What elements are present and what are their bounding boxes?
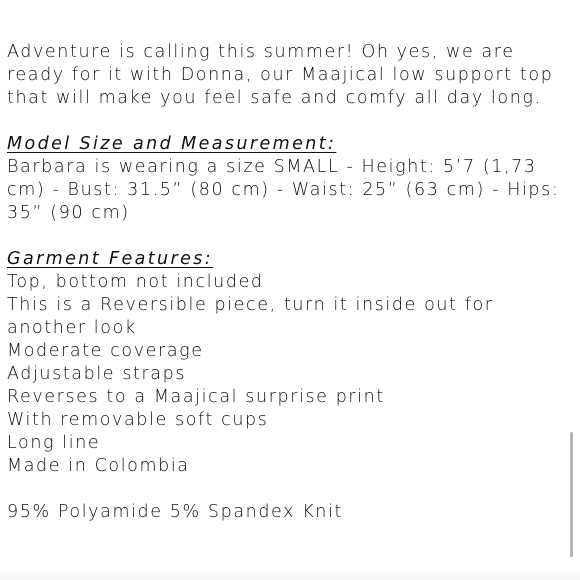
feature-item: This is a Reversible piece, turn it inside out for another look (7, 295, 494, 338)
model-size-heading: Model Size and Measurement: (7, 134, 337, 154)
product-description (7, 41, 573, 524)
feature-item: Top, bottom not included (7, 272, 264, 292)
garment-features-heading: Garment Features: (7, 249, 214, 269)
composition-text: 95% Polyamide 5% Spandex Knit (7, 502, 343, 522)
feature-item: With removable soft cups (7, 410, 269, 430)
spacer (7, 110, 573, 133)
vertical-scrollbar[interactable] (570, 432, 573, 557)
intro-text: Adventure is calling this summer! Oh yes, we are ready for it with Donna, our Maajical low support top that will make you feel safe and comfy all day long. (7, 42, 554, 108)
spacer (7, 225, 573, 248)
feature-item: Made in Colombia (7, 456, 190, 476)
feature-item: Reverses to a Maajical surprise print (7, 387, 385, 407)
model-size-text: Barbara is wearing a size SMALL - Height: 5’7 (1,73 cm) - Bust: 31.5” (80 cm) - Waist: 25” (63 cm) - Hips: 35” (90 cm) (7, 157, 560, 223)
bottom-fade (0, 568, 580, 580)
feature-item: Long line (7, 433, 101, 453)
spacer (7, 478, 573, 501)
feature-item: Adjustable straps (7, 364, 187, 384)
feature-item: Moderate coverage (7, 341, 204, 361)
